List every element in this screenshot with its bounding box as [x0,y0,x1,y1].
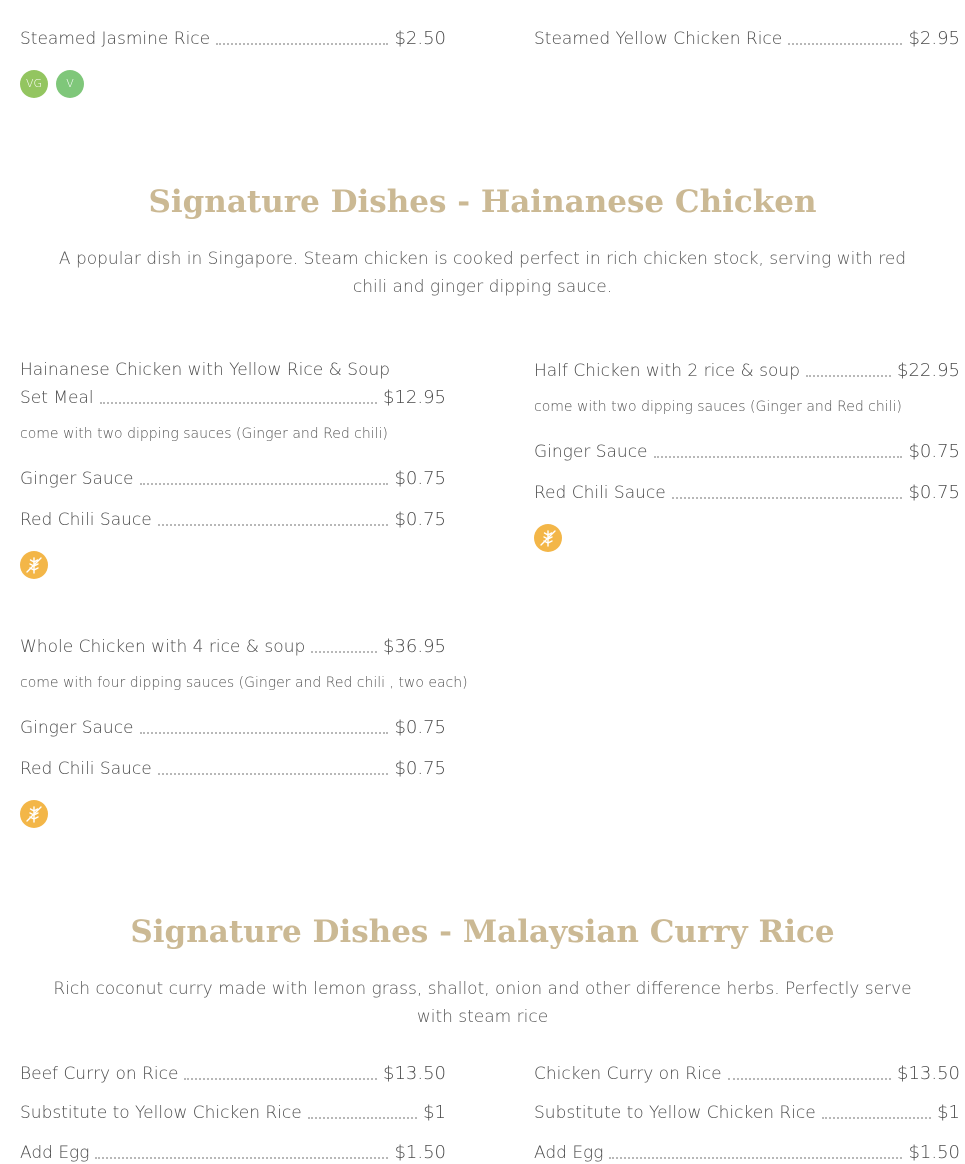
menu-item-substitute-yellow-rice[interactable] [20,1102,446,1124]
leader-dots [100,402,377,404]
menu-item-chicken-curry[interactable] [534,1063,960,1085]
item-note: come with two dipping sauces (Ginger and Red chili) [534,399,902,415]
item-price: $22.95 [897,360,960,381]
item-price: $1 [937,1102,960,1123]
menu-item-beef-curry[interactable] [20,1063,446,1085]
leader-dots [158,524,389,526]
leader-dots [216,43,388,45]
sauce-price: $0.75 [908,482,960,503]
leader-dots [308,1117,417,1119]
sauce-price: $0.75 [394,717,446,738]
item-name: Whole Chicken with 4 rice & soup [20,637,306,657]
item-name: Substitute to Yellow Chicken Rice [534,1103,816,1123]
item-name: Beef Curry on Rice [20,1064,179,1084]
menu-item-half-chicken[interactable] [534,360,960,382]
item-price: $13.50 [897,1063,960,1084]
item-name: Chicken Curry on Rice [534,1064,722,1084]
leader-dots [140,483,389,485]
sauce-red-chili[interactable] [534,482,960,504]
item-price: $13.50 [383,1063,446,1084]
item-name: Half Chicken with 2 rice & soup [534,361,800,381]
sauce-name: Ginger Sauce [20,469,134,489]
curry-left-column [20,1063,446,1161]
leader-dots [609,1157,902,1159]
item-price: $2.50 [394,28,446,49]
item-price: $36.95 [383,636,446,657]
set-meal-column [20,357,446,597]
leader-dots [158,773,389,775]
item-name: Substitute to Yellow Chicken Rice [20,1103,302,1123]
item-note: come with four dipping sauces (Ginger and Red chili , two each) [20,675,468,691]
menu-item-steamed-yellow-chicken-rice[interactable] [534,28,960,50]
item-price: $1.50 [394,1142,446,1163]
sauce-name: Red Chili Sauce [20,759,152,779]
item-note: come with two dipping sauces (Ginger and Red chili) [20,426,388,442]
item-name: Set Meal [20,388,94,408]
sauce-name: Red Chili Sauce [534,483,666,503]
leader-dots [184,1078,377,1080]
sauce-ginger[interactable] [20,717,446,739]
sauce-ginger[interactable] [534,441,960,463]
item-price: $2.95 [908,28,960,49]
gluten-free-icon [20,551,48,579]
section-heading-hainanese: Signature Dishes - Hainanese Chicken [148,184,817,220]
leader-dots [822,1117,931,1119]
set-meal-name-line1: Hainanese Chicken with Yellow Rice & Soup [20,360,391,380]
leader-dots [311,651,377,653]
leader-dots [654,456,903,458]
leader-dots [788,43,902,45]
sauce-price: $0.75 [394,509,446,530]
section-heading-curry: Signature Dishes - Malaysian Curry Rice [130,914,835,950]
sauce-red-chili[interactable] [20,758,446,780]
vegan-badge-icon: VG [20,70,48,98]
item-price: $1.50 [908,1142,960,1163]
menu-item-set-meal[interactable] [20,387,446,409]
sauce-price: $0.75 [394,468,446,489]
menu-item-whole-chicken[interactable] [20,636,446,658]
section-description-curry: Rich coconut curry made with lemon grass, shallot, onion and other difference herbs. Perfectly serve with steam rice [53,979,912,1027]
leader-dots [728,1078,891,1080]
menu-item-steamed-jasmine-rice[interactable] [20,28,446,50]
half-chicken-column [534,360,960,520]
item-price: $12.95 [383,387,446,408]
leader-dots [672,497,903,499]
curry-right-column [534,1063,960,1161]
leader-dots [806,375,891,377]
sauce-ginger[interactable] [20,468,446,490]
item-name: Steamed Yellow Chicken Rice [534,29,783,49]
sauce-name: Ginger Sauce [20,718,134,738]
sauce-price: $0.75 [908,441,960,462]
section-description-hainanese: A popular dish in Singapore. Steam chicken is cooked perfect in rich chicken stock, serving with red chili and ginger dipping sauce. [58,249,907,297]
item-name: Steamed Jasmine Rice [20,29,211,49]
gluten-free-icon [20,800,48,828]
sauce-red-chili[interactable] [20,509,446,531]
gluten-free-icon [534,524,562,552]
item-price: $1 [423,1102,446,1123]
leader-dots [140,732,389,734]
leader-dots [95,1157,388,1159]
whole-chicken-column [20,636,468,796]
sauce-name: Ginger Sauce [534,442,648,462]
item-name: Add Egg [534,1143,604,1163]
item-name: Add Egg [20,1143,90,1163]
sauce-price: $0.75 [394,758,446,779]
vegetarian-badge-icon: V [56,70,84,98]
menu-item-substitute-yellow-rice[interactable] [534,1102,960,1124]
sauce-name: Red Chili Sauce [20,510,152,530]
